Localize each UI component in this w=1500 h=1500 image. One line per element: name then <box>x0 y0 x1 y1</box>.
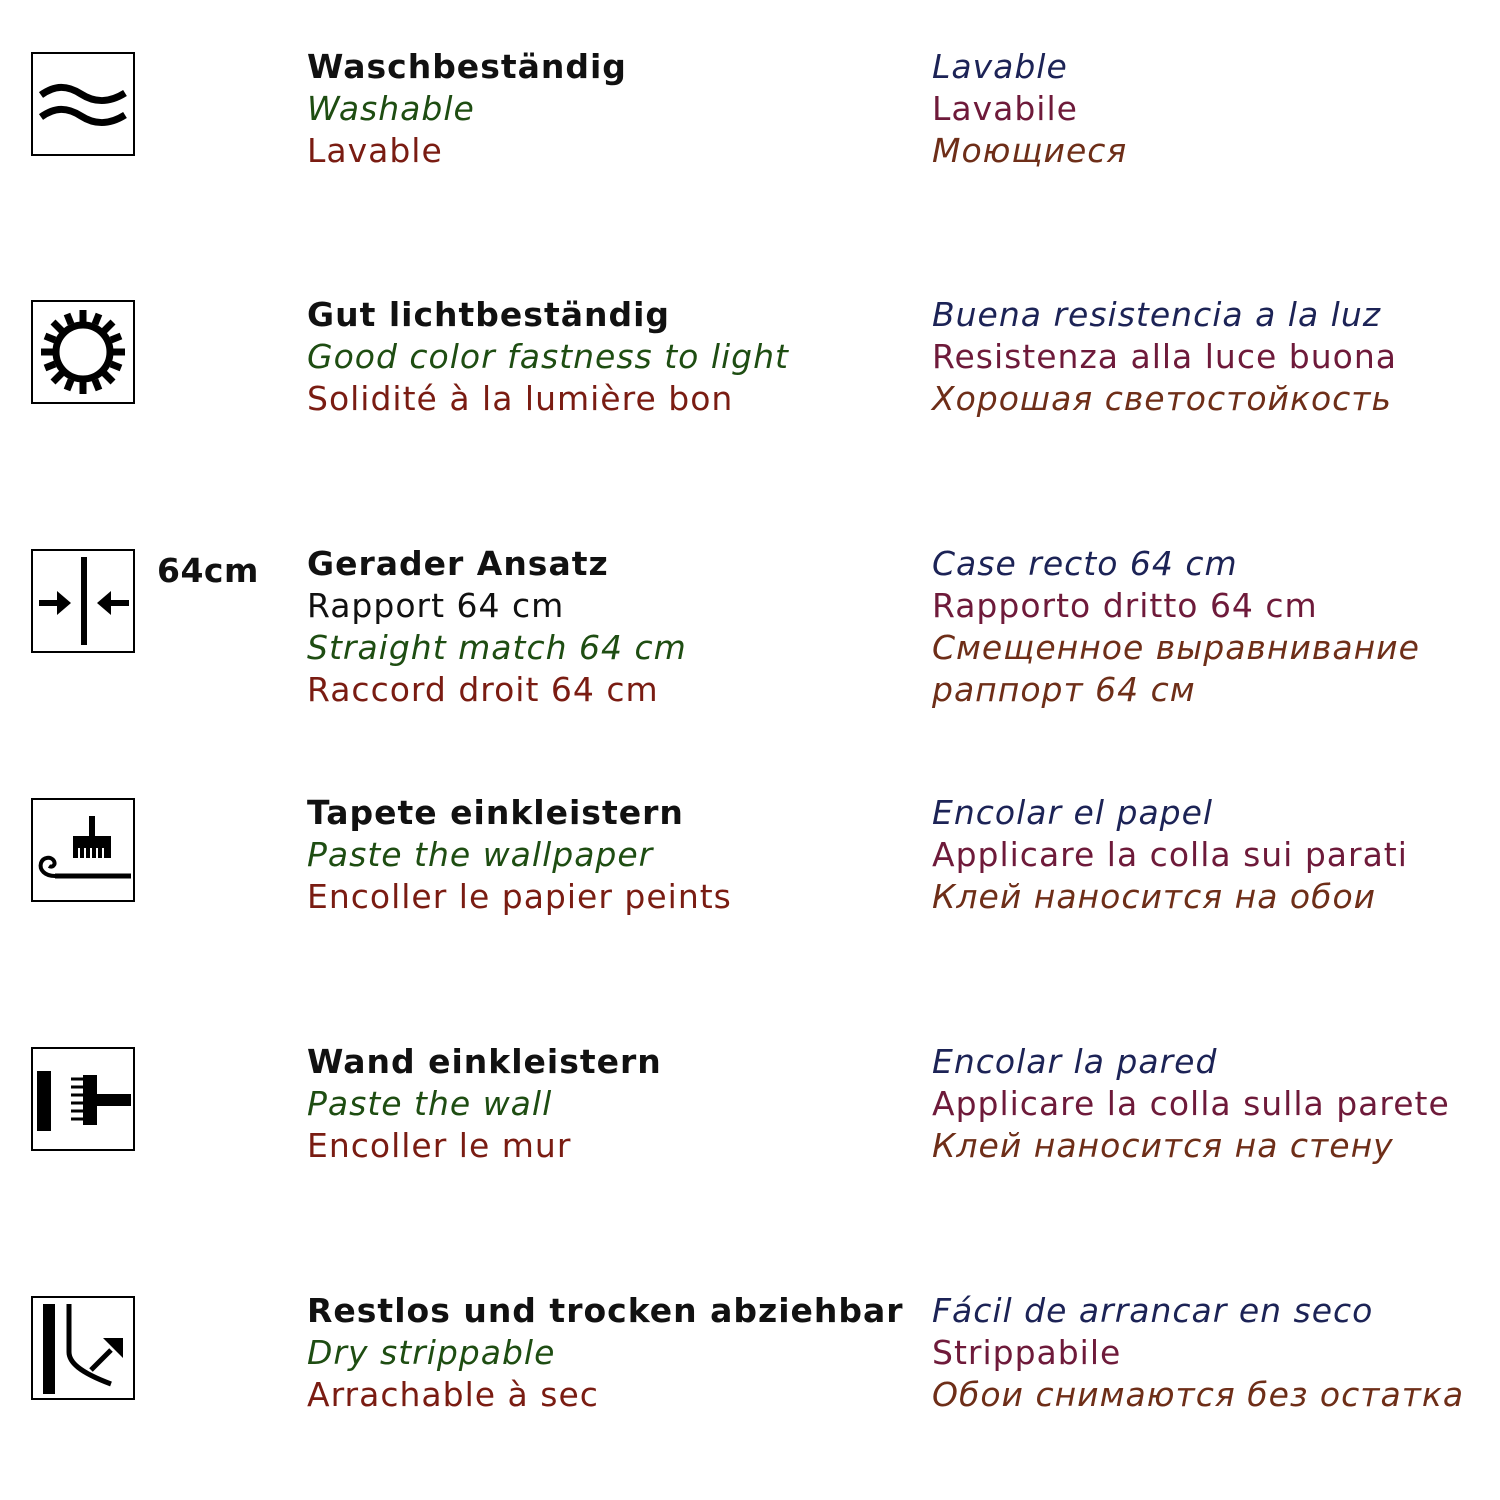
label-french: Arrachable à sec <box>307 1375 599 1414</box>
label-spanish: Case recto 64 cm <box>932 544 1238 583</box>
label-italian: Rapporto dritto 64 cm <box>932 586 1318 625</box>
label-column-right <box>932 46 1500 172</box>
label-russian-repeat: раппорт 64 см <box>932 670 1196 709</box>
label-spanish: Lavable <box>932 47 1068 86</box>
label-italian: Strippabile <box>932 1333 1122 1372</box>
label-spanish: Encolar la pared <box>932 1042 1218 1081</box>
label-column-left <box>307 1041 907 1167</box>
straight-match-icon <box>31 549 135 653</box>
label-spanish: Buena resistencia a la luz <box>932 295 1382 334</box>
label-column-left <box>307 294 907 420</box>
symbol-row-paste-wallpaper <box>0 793 1500 998</box>
dry-strippable-icon <box>31 1296 135 1400</box>
label-column-right <box>932 792 1500 918</box>
label-german-repeat: Rapport 64 cm <box>307 586 565 625</box>
label-column-left <box>307 543 907 711</box>
label-italian: Applicare la colla sulla parete <box>932 1084 1450 1123</box>
label-german: Restlos und trocken abziehbar <box>307 1291 904 1330</box>
label-column-left <box>307 792 907 918</box>
label-russian: Обои снимаются без остатка <box>932 1375 1465 1414</box>
paste-wallpaper-icon <box>31 798 135 902</box>
label-english: Paste the wall <box>307 1084 553 1123</box>
symbol-row-light-fastness <box>0 295 1500 500</box>
label-column-right <box>932 294 1500 420</box>
label-german: Waschbeständig <box>307 47 627 86</box>
label-german: Wand einkleistern <box>307 1042 662 1081</box>
label-spanish: Fácil de arrancar en seco <box>932 1291 1374 1330</box>
label-russian: Хорошая светостойкость <box>932 379 1392 418</box>
label-french: Encoller le papier peints <box>307 877 732 916</box>
label-italian: Applicare la colla sui parati <box>932 835 1408 874</box>
label-french: Lavable <box>307 131 443 170</box>
label-russian: Смещенное выравнивание <box>932 628 1420 667</box>
label-italian: Resistenza alla luce buona <box>932 337 1397 376</box>
repeat-length-label: 64cm <box>157 551 259 590</box>
label-russian: Моющиеся <box>932 131 1128 170</box>
label-german: Tapete einkleistern <box>307 793 684 832</box>
wave-icon <box>31 52 135 156</box>
label-column-left <box>307 46 907 172</box>
label-french: Encoller le mur <box>307 1126 572 1165</box>
sun-icon <box>31 300 135 404</box>
label-french: Solidité à la lumière bon <box>307 379 734 418</box>
symbol-row-paste-wall <box>0 1042 1500 1247</box>
label-english: Paste the wallpaper <box>307 835 654 874</box>
label-russian: Клей наносится на обои <box>932 877 1377 916</box>
label-english: Washable <box>307 89 475 128</box>
label-column-left <box>307 1290 907 1416</box>
label-column-right <box>932 1041 1500 1167</box>
symbol-row-dry-strippable <box>0 1291 1500 1496</box>
label-german: Gerader Ansatz <box>307 544 609 583</box>
label-english: Dry strippable <box>307 1333 556 1372</box>
label-spanish: Encolar el papel <box>932 793 1214 832</box>
label-russian: Клей наносится на стену <box>932 1126 1394 1165</box>
paste-wall-icon <box>31 1047 135 1151</box>
label-italian: Lavabile <box>932 89 1078 128</box>
label-german: Gut lichtbeständig <box>307 295 671 334</box>
label-english: Good color fastness to light <box>307 337 789 376</box>
label-column-right <box>932 543 1500 711</box>
symbol-row-washable <box>0 47 1500 252</box>
label-column-right <box>932 1290 1500 1416</box>
label-french: Raccord droit 64 cm <box>307 670 659 709</box>
label-english: Straight match 64 cm <box>307 628 687 667</box>
symbol-row-straight-match <box>0 544 1500 749</box>
